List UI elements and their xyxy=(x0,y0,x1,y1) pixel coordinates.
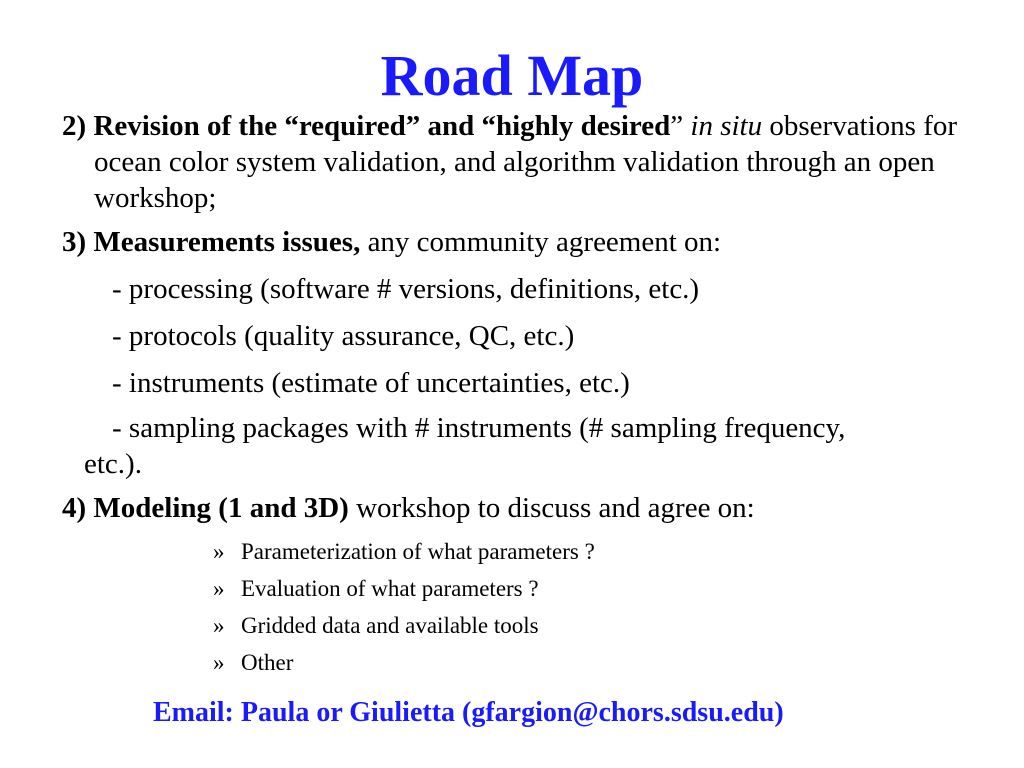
bullet-marker-icon: » xyxy=(213,650,225,675)
bullet-text: Parameterization of what parameters ? xyxy=(241,539,595,564)
item-2-rest: observations for ocean color system validation, and algorithm validation through an open workshop; xyxy=(94,110,958,214)
list-item xyxy=(213,570,595,607)
bullet-text: Evaluation of what parameters ? xyxy=(241,576,539,601)
list-item xyxy=(213,644,595,681)
item-3-sub-protocols: - protocols (quality assurance, QC, etc.) xyxy=(112,320,575,352)
contact-email: Email: Paula or Giulietta (gfargion@chors.sdsu.edu) xyxy=(153,697,784,728)
item-2-number: 2) xyxy=(62,110,87,142)
item-4 xyxy=(62,490,992,526)
bullet-text: Gridded data and available tools xyxy=(241,613,539,638)
bullet-marker-icon: » xyxy=(213,539,225,564)
item-4-rest: workshop to discuss and agree on: xyxy=(356,492,755,524)
item-2-bold: Revision of the “required” and “highly desired xyxy=(93,110,671,142)
item-3-sub-sampling-line1: - sampling packages with # instruments (# sampling frequency, xyxy=(112,412,846,444)
item-2-italic: in situ xyxy=(690,110,763,142)
item-4-bold: Modeling (1 and 3D) xyxy=(93,492,349,524)
item-3-sub-sampling xyxy=(62,410,992,482)
item-2-quote-close: ” xyxy=(670,110,684,142)
item-3-sub-processing: - processing (software # versions, definitions, etc.) xyxy=(112,273,700,305)
list-item xyxy=(213,533,595,570)
list-item xyxy=(213,607,595,644)
bullet-text: Other xyxy=(241,650,294,675)
slide-title: Road Map xyxy=(380,43,644,108)
item-4-bullet-list xyxy=(213,533,595,681)
item-3-bold: Measurements issues, xyxy=(93,226,361,258)
bullet-marker-icon: » xyxy=(213,576,225,601)
item-3-sub-sampling-line2: etc.). xyxy=(84,448,142,480)
item-3-sub-instruments: - instruments (estimate of uncertainties, etc.) xyxy=(112,367,630,399)
item-2 xyxy=(62,108,992,216)
item-3-number: 3) xyxy=(62,226,87,258)
item-3-rest: any community agreement on: xyxy=(367,226,722,258)
slide-body xyxy=(62,108,992,526)
item-3 xyxy=(62,224,992,260)
bullet-marker-icon: » xyxy=(213,613,225,638)
item-4-number: 4) xyxy=(62,492,87,524)
